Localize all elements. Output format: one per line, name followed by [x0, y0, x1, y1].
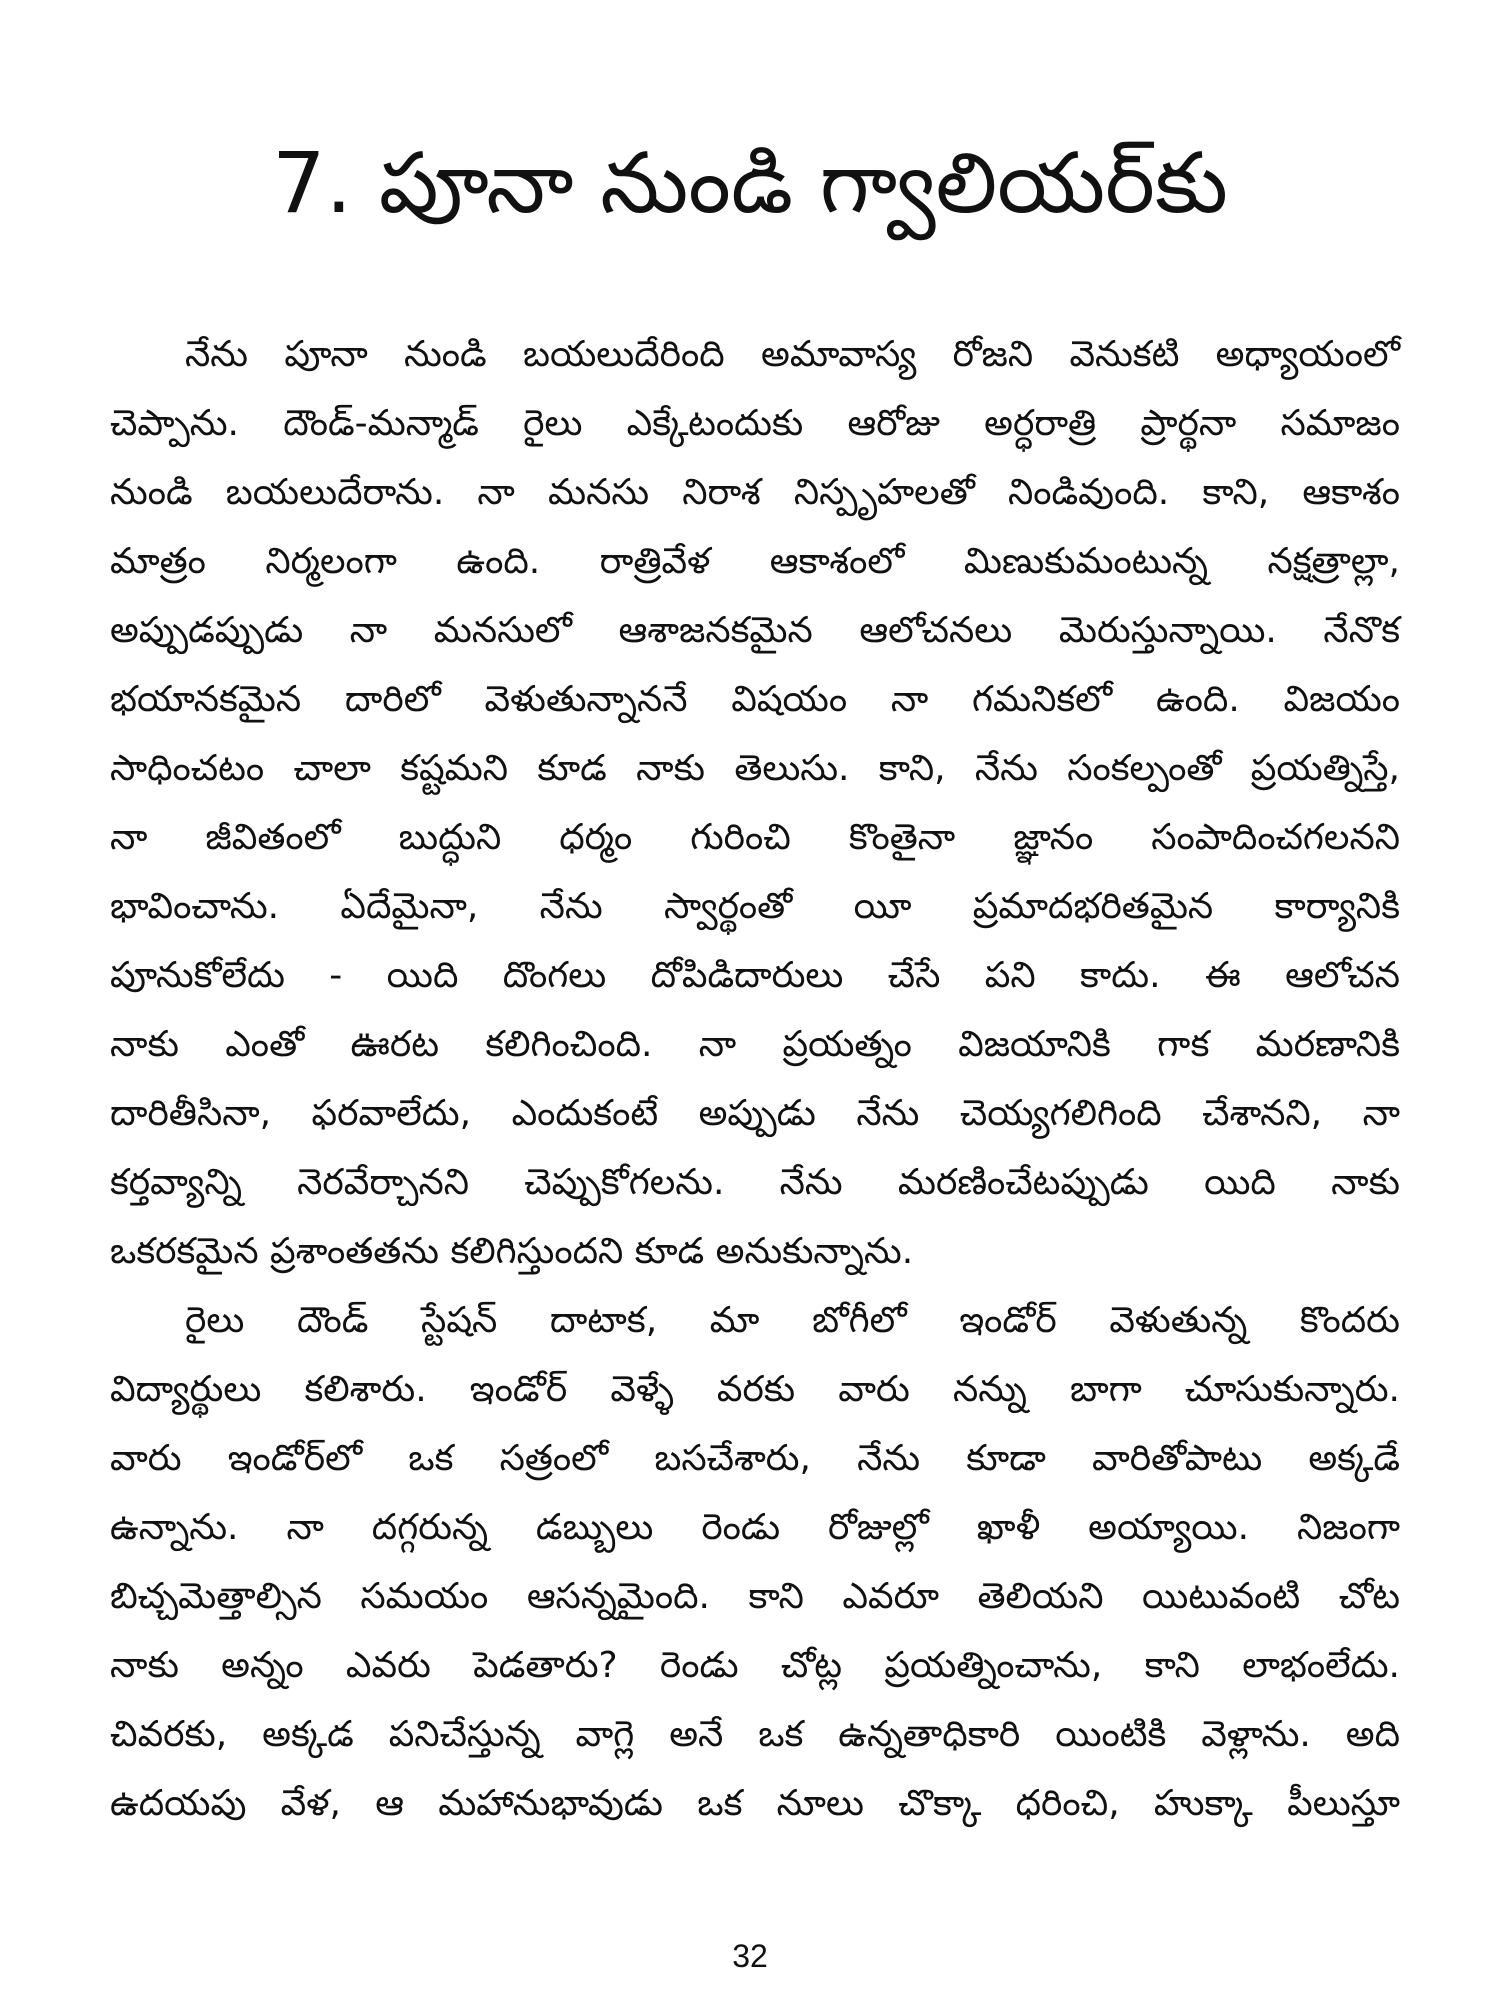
text-line: సాధించటం చాలా కష్టమని కూడ నాకు తెలుసు. కాని, నేను సంకల్పంతో ప్రయత్నిస్తే,: [110, 748, 1400, 789]
text-line: చెప్పాను. దౌండ్‌-మన్మాడ్‌ రైలు ఎక్కేటందుకు ఆరోజు అర్ధరాత్రి ప్రార్థనా సమాజం: [110, 403, 1400, 444]
paragraph-1: [110, 320, 1400, 1286]
text-line: బిచ్చమెత్తాల్సిన సమయం ఆసన్నమైంది. కాని ఎవరూ తెలియని యిటువంటి చోట: [110, 1576, 1400, 1617]
text-line: ఉదయపు వేళ, ఆ మహానుభావుడు ఒక నూలు చొక్కా ధరించి, హుక్కా పీలుస్తూ: [110, 1783, 1400, 1824]
text-line: రైలు దౌండ్‌ స్టేషన్‌ దాటాక, మా బోగీలో ఇండోర్‌ వెళుతున్న కొందరు: [185, 1300, 1400, 1341]
text-line: చివరకు, అక్కడ పనిచేస్తున్న వాగ్లె అనే ఒక ఉన్నతాధికారి యింటికి వెళ్లాను. అది: [110, 1714, 1400, 1755]
text-line: భయానకమైన దారిలో వెళుతున్నాననే విషయం నా గమనికలో ఉంది. విజయం: [110, 679, 1400, 720]
body-text: [110, 320, 1400, 1838]
text-line: నాకు ఎంతో ఊరట కలిగించింది. నా ప్రయత్నం విజయానికి గాక మరణానికి: [110, 1024, 1400, 1065]
page-number: 32: [732, 1938, 768, 1974]
text-line: నా జీవితంలో బుద్ధుని ధర్మం గురించి కొంతైనా జ్ఞానం సంపాదించగలనని: [110, 817, 1400, 858]
text-line: నుండి బయలుదేరాను. నా మనసు నిరాశ నిస్పృహలతో నిండివుంది. కాని, ఆకాశం: [110, 472, 1400, 513]
text-line: ఒకరకమైన ప్రశాంతతను కలిగిస్తుందని కూడ అనుకున్నాను.: [110, 1231, 914, 1272]
text-line: భావించాను. ఏదేమైనా, నేను స్వార్థంతో యీ ప్రమాదభరితమైన కార్యానికి: [110, 886, 1400, 927]
paragraph-2: [110, 1286, 1400, 1838]
text-line: వారు ఇండోర్‌లో ఒక సత్రంలో బసచేశారు, నేను కూడా వారితోపాటు అక్కడే: [110, 1438, 1400, 1479]
text-line: నాకు అన్నం ఎవరు పెడతారు? రెండు చోట్ల ప్రయత్నించాను, కాని లాభంలేదు.: [110, 1645, 1400, 1686]
text-line: దారితీసినా, ఫరవాలేదు, ఎందుకంటే అప్పుడు నేను చెయ్యగలిగింది చేశానని, నా: [110, 1093, 1400, 1134]
text-line: ఉన్నాను. నా దగ్గరున్న డబ్బులు రెండు రోజుల్లో ఖాళీ అయ్యాయి. నిజంగా: [110, 1507, 1400, 1548]
chapter-title: 7. పూనా నుండి గ్వాలియర్‌కు: [272, 134, 1228, 232]
text-line: మాత్రం నిర్మలంగా ఉంది. రాత్రివేళ ఆకాశంలో మిణుకుమంటున్న నక్షత్రాల్లా,: [110, 541, 1400, 582]
text-line: పూనుకోలేదు - యిది దొంగలు దోపిడిదారులు చేసే పని కాదు. ఈ ఆలోచన: [110, 955, 1400, 996]
text-line: కర్తవ్యాన్ని నెరవేర్చానని చెప్పుకోగలను. నేను మరణించేటప్పుడు యిది నాకు: [110, 1162, 1400, 1203]
text-line: విద్యార్థులు కలిశారు. ఇండోర్‌ వెళ్ళే వరకు వారు నన్ను బాగా చూసుకున్నారు.: [110, 1369, 1400, 1410]
text-line: నేను పూనా నుండి బయలుదేరింది అమావాస్య రోజని వెనుకటి అధ్యాయంలో: [185, 334, 1400, 375]
text-line: అప్పుడప్పుడు నా మనసులో ఆశాజనకమైన ఆలోచనలు మెరుస్తున్నాయి. నేనొక: [110, 610, 1400, 651]
